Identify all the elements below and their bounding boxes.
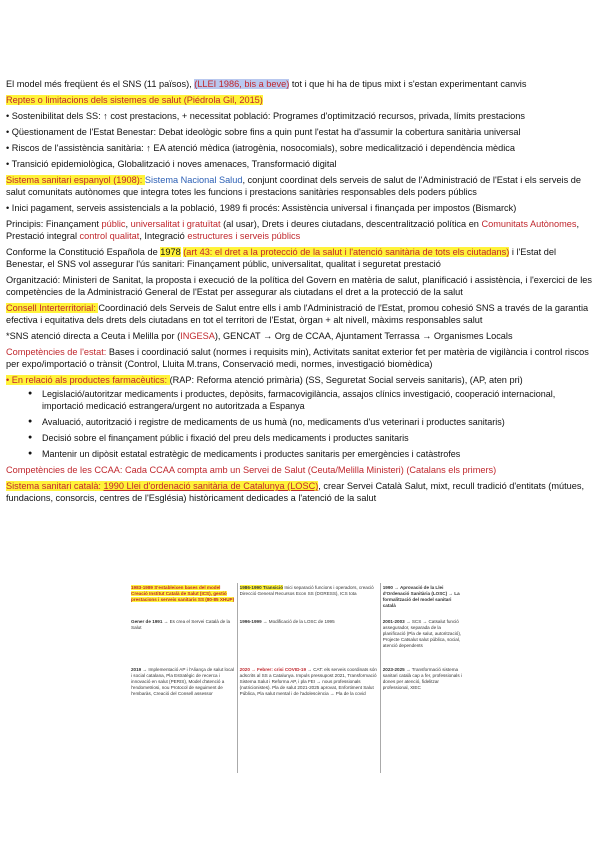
timeline-cell: 1983-1989 S'estableixen bases del model Creació Institut Català de Salut (ICS), gestió prestacions i serveis sanitaris SS (80-85 XHUP) (129, 583, 237, 617)
line-state-competences: Competències de l'estat: Bases i coordinació salut (normes i requisits min), Activitats sanitat exterior fet per matèria de vigilància i control riscos per expo/importació o trànsit (Control, Lluita M.trans, Conservació medi, normes, investigació biomèdica) (6, 347, 589, 369)
line-catalan-system: Sistema sanitari català: 1990 Llei d'ordenació sanitària de Catalunya (LOSC), crear Servei Català Salut, mixt, recull tradició d'entitats (mútues, fundacions, consorcis, centres de l'Església) històricament dedicades a l'atenció de la salut (6, 481, 585, 503)
pharma-bullet-list (28, 388, 594, 460)
line-transition: • Transició epidemiològica, Globalització i noves amenaces, Transformació digital (6, 159, 337, 169)
line-interterritorial-council: Consell Interterritorial: Coordinació dels Serveis de Salut entre ells i amb l'Administració de l'Estat, promou cohesió SNS a través de la garantia efectiva i equitativa dels drets dels ciutadans en tot el territori de l'Estat, òrgan + alt nivell, màxims responsables salut (6, 303, 589, 325)
timeline-cell: 1996-1999 → Modificació de la LOSC de 1995 (237, 617, 380, 665)
timeline-cell: 2023-2025 → Transformació sistema sanitari català cap a fer, professionals i dones per atenció, fidelitzar professional, XIEC (382, 667, 462, 690)
line-risks: • Riscos de l'assistència sanitària: ↑ EA atenció mèdica (iatrogènia, nosocomials), sobre medicalització i dependència mèdica (6, 143, 516, 153)
line-principles: Principis: Finançament públic, universalitat i gratuïtat (al usar), Drets i deures ciutadans, descentralització política en Comunitats Autònomes, Prestació integral control qualitat, Integració estructures i serveis públics (6, 219, 580, 241)
timeline-cell: 2001-2003 → SCS → Catsalut funció assegurador, separada de la planificació (Pla de salut, autorització), Projecte Catsalut salut pública, social, atenció dependents (382, 619, 462, 648)
timeline-cell: Gener de 1991 → Es crea el Servei Català de la Salut (129, 617, 237, 665)
line-organization: Organització: Ministeri de Sanitat, la proposta i execució de la política del Govern en matèria de salut, planificació i assistència, i l'exercici de les competències de la Administració General de l'Estat per assegurar als ciutadans el dret a la protecció de la salut (6, 275, 592, 297)
list-item: ● Legislació/autoritzar medicaments i productes, depòsits, farmacovigilància, assajos clínics investigació, cooperació internacional, importació medicació estrangera/urgent no autoritzada a Espanya (28, 388, 594, 412)
catalan-history-timeline (129, 583, 466, 773)
list-item: ● Decisió sobre el finançament públic i fixació del preu dels medicaments i productes sanitaris (28, 432, 594, 444)
list-item: ● Mantenir un dipòsit estatal estratègic de medicaments i productes sanitaris per emergències i catàstrofes (28, 448, 594, 460)
line-pharma-products: • En relació als productes farmacèutics: (RAP: Reforma atenció primària) (SS, Seguretat Social serveis sanitaris), (AP, aten pri) (6, 375, 523, 385)
document-body (6, 78, 594, 508)
timeline-cell: 1986-1990 Transició Inici separació funcions i operadors, creació Direcció General Recursos Econ SS (DGRESS), ICS tota (237, 583, 380, 617)
line-ccaa-competences: Competències de les CCAA: Cada CCAA compta amb un Servei de Salut (Ceuta/Melilla Ministeri) (Catalans els primers) (6, 465, 497, 475)
timeline-cell: 1990 → Aprovació de la Llei d'Ordenació Sanitària (LOSC) → La formalització del model sanitari català (382, 585, 460, 608)
line-payment-start: • Inici pagament, serveis assistencials a la població, 1989 fi procés: Assistència universal i finançada per impostos (Bismarck) (6, 203, 517, 213)
line-sns-model: El model més freqüent és el SNS (11 països), (LLEI 1986, bis a beve) tot i que hi ha de tipus mixt i s'estan experimentant canvis (6, 79, 527, 89)
line-welfare-state: • Qüestionament de l'Estat Benestar: Debat ideològic sobre fins a quin punt l'estat ha d'assumir la cobertura sanitària universal (6, 127, 521, 137)
list-item: ● Avaluació, autorització i registre de medicaments de us humà (no, medicaments d'us veterinari i productes sanitaris) (28, 416, 594, 428)
timeline-cell: 2020 → Febrer: crisi COVID-19 → CAT: els serveis coordinats són adscrits al SS a Catalunya. Impuls pressupost 2021, Transformació Sistema Salut i Reforma AP, i pla FEI → nous professionals (nutricionistes). Pla de salut 2021-2025 aprovat, Enfortiment Salut Pública, Pla salut mental i de l'adolescència → Pla de la covid (237, 665, 380, 773)
line-sustainability: • Sostenibilitat dels SS: ↑ cost prestacions, + necessitat població: Programes d'optimització recursos, privada, límits prestacions (6, 111, 525, 121)
line-spanish-system: Sistema sanitari espanyol (1908): Sistema Nacional Salud, conjunt coordinat dels serveis de salut de l'Administració de l'Estat i els serveis de salut comunitats autònomes que integra totes les funcions i prestacions sanitàries responsables dels poders públics (6, 175, 581, 197)
line-ceuta-melilla: *SNS atenció directa a Ceuta i Melilla por (INGESA), GENCAT → Org de CCAA, Ajuntament Terrassa → Organismes Locals (6, 331, 513, 341)
timeline-cell: 2019 → Implementació AP i l'Aliança de salut local i social catalana, Pla Estratègic de recerca i innovació en salut (PERIS), Model d'atenció a l'endometriosi, nou Protocol de seguiment de l'embaràs, Creació del Consell assessor (129, 665, 237, 773)
line-challenges-heading: Reptes o limitacions dels sistemes de salut (Piédrola Gil, 2015) (6, 95, 263, 105)
line-constitution: Conforme la Constitució Española de 1978 (art 43: el dret a la protecció de la salut i l'atenció sanitària de tots els ciutadans) i l'Estat del Benestar, el SNS vol assegurar l'ús sanitari: Finançament públic, universalitat, qualitat i seguretat prestació (6, 247, 556, 269)
